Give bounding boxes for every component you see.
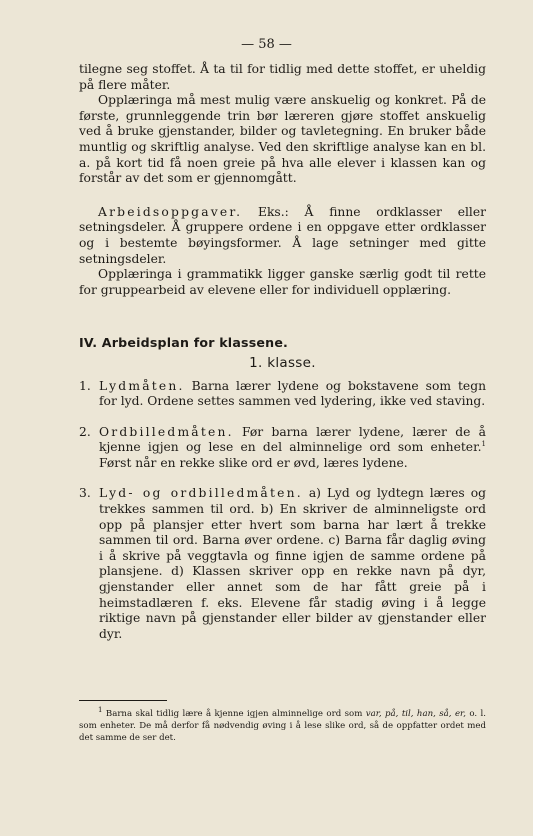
paragraph-work-tasks: [79, 205, 486, 267]
footnote-ref: 1: [481, 440, 486, 449]
item-number: 1.: [79, 378, 91, 393]
list-item: [79, 379, 486, 410]
footnote-text: o. l. som enheter. De må derfor få nødvendig øving i å lese slike ord, så de oppfatter ordet med det samme de ser det.: [79, 709, 487, 744]
work-tasks-heading: Arbeidsoppgaver.: [98, 204, 243, 219]
item-text: Barna lærer lydene og bokstavene som tegn for lyd. Ordene settes sammen ved lydering, ikke ved staving.: [99, 378, 486, 409]
footnote-text: Barna skal tidlig lære å kjenne igjen alminnelige ord som: [102, 709, 366, 719]
item-number: 2.: [79, 424, 91, 439]
list-item: [79, 486, 486, 642]
footnote-example-words: var, på, til, han, så, er,: [365, 709, 466, 719]
footnote-divider: [79, 700, 167, 701]
page-body: [79, 62, 486, 657]
item-number: 3.: [79, 486, 91, 501]
footnote: [79, 708, 486, 745]
item-text: a) Lyd og lydtegn læres og trekkes sammen til ord. b) En skriver de alminneligste ord opp på plansjer etter hvert som barna har lært å trekke sammen til ord. Barna øver ordene. c) Barna får daglig øving i å skrive på veggtavla og finne igjen de samme ordene på plansjene. d) Klassen skriver opp en rekke navn på dyr, gjenstander eller annet som de har fått greie på i heimstadlæren f. eks. Elevene får stadig øving i å legge riktige navn på gjenstander eller bilder av gjenstander eller dyr.: [99, 486, 486, 641]
paragraph: Opplæringa må mest mulig være anskuelig og konkret. På de første, grunnleggende trin bør læreren gjøre stoffet anskuelig ved å bruke gjenstander, bilder og tavletegning. En bruker både muntlig og skriftlig analyse. Ved den skriftlige analyse kan en bl. a. på kort tid få noen greie på hva alle elever i klassen kan og forstår av det som er gjennomgått.: [79, 93, 486, 186]
item-heading: Ordbilledmåten.: [99, 424, 234, 439]
section-subtitle: 1. klasse.: [249, 354, 316, 371]
paragraph: Opplæringa i grammatikk ligger ganske særlig godt til rette for gruppearbeid av elevene eller for individuell opplæring.: [79, 267, 486, 297]
page-number: — 58 —: [241, 37, 292, 52]
item-heading: Lyd- og ordbilledmåten.: [99, 486, 303, 501]
footnote-mark: 1: [98, 706, 103, 715]
paragraph: tilegne seg stoffet. Å ta til for tidlig med dette stoffet, er uheldig på flere måter.: [79, 62, 486, 92]
list-item: [79, 425, 486, 472]
work-tasks-text: Eks.: Å finne ordklasser eller setningsdeler. Å gruppere ordene i en oppgave etter ordklasser og i bestemte bøyingsformer. Å lage setninger med gitte setningsdeler.: [79, 204, 486, 266]
item-text: Før barna lærer lydene, lærer de å kjenne igjen og lese en del alminnelige ord som enheter.: [99, 424, 486, 455]
section-title: IV. Arbeidsplan for klassene.: [79, 335, 289, 351]
item-heading: Lydmåten.: [99, 378, 185, 393]
item-text: Først når en rekke slike ord er øvd, læres lydene.: [99, 455, 408, 470]
